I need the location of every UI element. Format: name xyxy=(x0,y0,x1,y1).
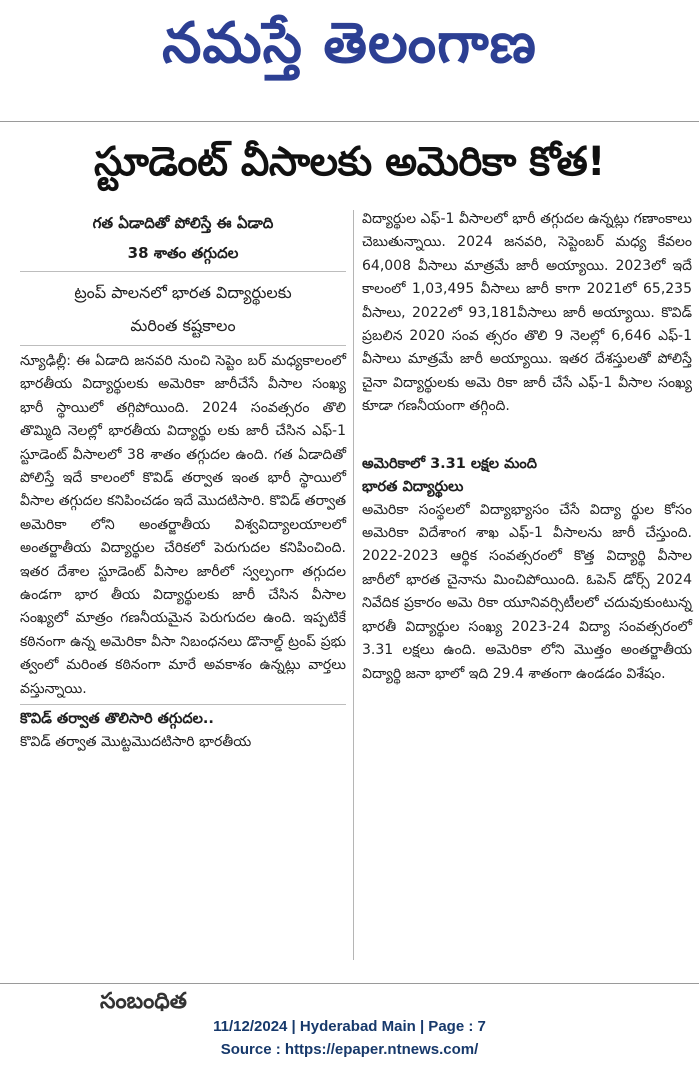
masthead-divider xyxy=(0,121,699,122)
left-column xyxy=(20,208,346,755)
masthead xyxy=(0,0,699,92)
next-article-strip xyxy=(0,983,699,1014)
deck-divider-2 xyxy=(20,345,346,346)
deck-line-3: ట్రంప్ పాలనలో భారత విద్యార్థులకు xyxy=(74,283,292,302)
left-subhead: కొవిడ్ తర్వాత తొలిసారి తగ్గుదల.. xyxy=(20,711,214,728)
masthead-logo-text: నమస్తే తెలంగాణ xyxy=(162,11,537,76)
deck-line-1: గత ఏడాదితో పోలిస్తే ఈ ఏడాది xyxy=(92,214,274,232)
left-paragraph-1: న్యూఢిల్లీ: ఈ ఏడాది జనవరి నుంచి సెప్టెం బర్ మధ్యకాలంలో భారతీయ విద్యార్థులకు అమెరికా జారీచేసే వీసాల సంఖ్య భారీ స్థాయిలో తగ్గిపోయింది. 2024 సంవత్సరం తొలి తొమ్మిది నెలల్లో భారతీయ విద్యార్థు లకు జారీ చేసిన ఎఫ్-1 స్టూడెంట్ వీసాలలో 38 శాతం తగ్గుదల ఉంది. గత ఏడాదితో పోలిస్తే ఇదే కాలంలో కొవిడ్ తర్వాత ఇంత భారీ స్థాయిలో వీసాల తగ్గుదల కనిపించడం ఇదే మొదటిసారి. కొవిడ్ తర్వాత అమెరికా లోని అంతర్జాతీయ విశ్వవిద్యాలయాలలో అంతర్జాతీయ విద్యార్థుల చేరికలో పెరుగుదల కనిపించింది. ఇతర దేశాల స్టూడెంట్ వీసాల జారీలో స్వల్పంగా తగ్గుదల ఉండగా భార తీయ విద్యార్థులకు జారీ చేసిన వీసాల సంఖ్యలో మాత్రం గణనీయమైన పెరుగుదల ఉంది. ఇప్పటికే కఠినంగా ఉన్న అమెరికా వీసా నిబంధనలు డొనాల్డ్ ట్రంప్ ప్రభు త్వంలో మరింత కఠినంగా మారే అవకాశం ఉన్నట్లు వార్తలు వస్తున్నాయి. xyxy=(20,353,346,697)
source-link[interactable]: Source : https://epaper.ntnews.com/ xyxy=(220,1041,479,1058)
edition-meta: 11/12/2024 | Hyderabad Main | Page : 7 xyxy=(213,1018,486,1035)
deck-divider xyxy=(20,271,346,272)
right-paragraph-2: అమెరికా సంస్థలలో విద్యాభ్యాసం చేసే విద్యా ర్థుల కోసం అమెరికా విదేశాంగ శాఖ ఎఫ్-1 వీసాలను జారీ చేస్తుంది. 2022-2023 ఆర్థిక సంవత్సరంలో కొత్త విద్యార్థి వీసాల జారీలో భారత చైనాను మించిపోయింది. ఓపెన్ డోర్స్ 2024 నివేదిక ప్రకారం అమె రికా యూనివర్సిటీలలో చదువుకుంటున్న భారతీ విద్యార్థుల సంఖ్య 2023-24 విద్యా సంవత్సరంలో 3.31 లక్షలు ఉంది. అమెరికా లోని మొత్తం అంతర్జాతీయ విద్యార్థి జనా భాలో ఇది 29.4 శాతంగా ఉండడం విశేషం. xyxy=(362,501,692,682)
column-divider xyxy=(353,210,354,960)
right-subhead-line-2: భారత విద్యార్థులు xyxy=(362,478,464,495)
footer-divider xyxy=(0,983,699,984)
right-paragraph-1: విద్యార్థుల ఎఫ్-1 వీసాలలో భారీ తగ్గుదల ఉన్నట్లు గణాంకాలు చెబుతున్నాయి. 2024 జనవరి, సెప్టెంబర్ మధ్య కేవలం 64,008 వీసాలు మాత్రమే జారీ అయ్యాయి. 2023లో ఇదే కాలంలో 1,03,495 వీసాలు జారీ కాగా 2021లో 65,235 వీసాలు, 2022లో 93,181వీసాలు జారీ అయ్యాయి. కొవిడ్ ప్రబలిన 2020 సంవ త్సరం తొలి 9 నెలల్లో 6,646 ఎఫ్-1 వీసాలు మాత్రమే జారీ అయ్యాయి. ఇతర దేశస్తులతో పోలిస్తే చైనా విద్యార్థులకు అమె రికా జారీ చేసే ఎఫ్-1 వీసాల సంఖ్య కూడా గణనీయంగా తగ్గింది. xyxy=(362,211,692,415)
right-column xyxy=(362,208,692,686)
deck-line-4: మరింత కష్టకాలం xyxy=(130,316,236,335)
next-article-cutoff-headline: సంబంధిత xyxy=(100,989,187,1014)
subhead-divider xyxy=(20,704,346,705)
article-headline: స్టూడెంట్ వీసాలకు అమెరికా కోత! xyxy=(94,139,605,185)
right-spacer xyxy=(362,419,692,453)
right-subhead-line-1: అమెరికాలో 3.31 లక్షల మంది xyxy=(362,455,538,472)
deck-line-2: 38 శాతం తగ్గుదల xyxy=(127,244,239,262)
left-paragraph-2: కొవిడ్ తర్వాత మొట్టమొదటిసారి భారతీయ xyxy=(20,734,252,751)
